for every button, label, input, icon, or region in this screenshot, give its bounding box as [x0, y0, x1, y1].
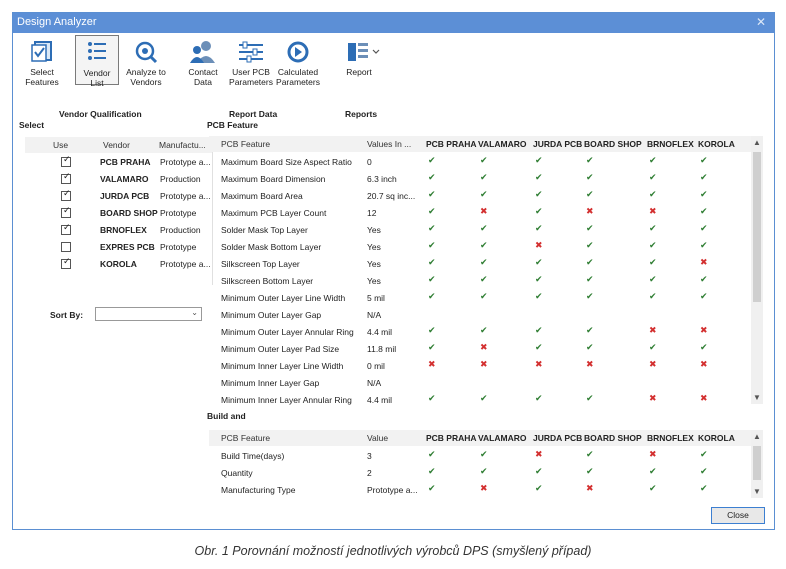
cross-icon: ✖	[586, 207, 594, 217]
cross-icon: ✖	[649, 326, 657, 336]
pcb-feature-table	[209, 136, 764, 404]
vendor-list-button[interactable]	[75, 35, 119, 88]
cross-icon: ✖	[586, 360, 594, 370]
check-icon: ✔	[428, 190, 436, 200]
group-reports: Reports	[345, 109, 378, 119]
feature-value: Yes	[367, 225, 381, 235]
contact-data-button[interactable]	[185, 39, 221, 87]
cross-icon: ✖	[535, 360, 543, 370]
check-icon: ✔	[586, 258, 594, 268]
vendor-manufacturing: Prototype	[160, 208, 197, 218]
cross-icon: ✖	[700, 394, 708, 404]
cross-icon: ✖	[649, 360, 657, 370]
feature-value: Yes	[367, 242, 381, 252]
use-checkbox[interactable]	[61, 259, 71, 269]
table-row[interactable]	[209, 255, 751, 272]
table-row[interactable]	[209, 272, 751, 289]
column-header[interactable]: PCB Feature	[221, 433, 271, 443]
group-vendor-qualification: Vendor Qualification	[59, 109, 142, 119]
table-row[interactable]	[209, 357, 751, 374]
cross-icon: ✖	[428, 360, 436, 370]
check-icon: ✔	[700, 224, 708, 234]
vendor-grid	[25, 137, 213, 285]
feature-name: Manufacturing Type	[221, 485, 296, 495]
feature-value: Yes	[367, 259, 381, 269]
feature-value: 4.4 mil	[367, 395, 393, 405]
select-features-button[interactable]	[23, 39, 61, 87]
scroll-up-icon[interactable]: ▲	[753, 432, 761, 441]
check-icon: ✔	[535, 173, 543, 183]
check-icon: ✔	[700, 450, 708, 460]
feature-value: 4.4 mil	[367, 327, 393, 337]
analyze-to-vendors-button[interactable]	[123, 39, 169, 87]
table-row[interactable]	[209, 238, 751, 255]
cross-icon: ✖	[480, 360, 488, 370]
table-row[interactable]	[209, 204, 751, 221]
pcb-feature-section-label: PCB Feature	[207, 120, 259, 130]
check-icon: ✔	[649, 190, 657, 200]
column-header[interactable]: Values In ...	[367, 139, 412, 149]
feature-name: Maximum Board Size Aspect Ratio	[221, 157, 352, 167]
check-icon: ✔	[480, 190, 488, 200]
column-header[interactable]: Value	[367, 433, 389, 443]
vendor-row[interactable]	[25, 188, 212, 205]
check-icon: ✔	[586, 173, 594, 183]
vendor-name: PCB PRAHA	[100, 157, 151, 167]
select-features-icon	[27, 39, 57, 65]
feature-name: Silkscreen Top Layer	[221, 259, 300, 269]
table-header	[209, 430, 751, 446]
check-icon: ✔	[586, 156, 594, 166]
check-icon: ✔	[428, 292, 436, 302]
check-icon: ✔	[649, 343, 657, 353]
check-icon: ✔	[535, 207, 543, 217]
check-icon: ✔	[428, 173, 436, 183]
feature-value: N/A	[367, 378, 382, 388]
feature-name: Maximum Board Area	[221, 191, 303, 201]
check-icon: ✔	[700, 173, 708, 183]
vendor-row[interactable]	[25, 171, 212, 188]
table-row[interactable]	[209, 153, 751, 170]
select-features-label: Select Features	[25, 67, 59, 87]
table-row[interactable]	[209, 391, 751, 408]
check-icon: ✔	[480, 467, 488, 477]
check-icon: ✔	[649, 292, 657, 302]
check-icon: ✔	[649, 258, 657, 268]
vendor-grid-header	[25, 137, 212, 153]
cross-icon: ✖	[480, 343, 488, 353]
feature-name: Maximum Board Dimension	[221, 174, 326, 184]
design-analyzer-window	[12, 12, 775, 530]
calculated-icon	[283, 39, 313, 65]
window-title: Design Analyzer	[17, 16, 97, 28]
check-icon: ✔	[649, 275, 657, 285]
check-icon: ✔	[586, 450, 594, 460]
cross-icon: ✖	[480, 484, 488, 494]
check-icon: ✔	[428, 224, 436, 234]
chevron-down-icon: ⌄	[191, 308, 198, 317]
vendor-name: BRNOFLEX	[100, 225, 147, 235]
check-icon: ✔	[586, 224, 594, 234]
cross-icon: ✖	[649, 207, 657, 217]
check-icon: ✔	[428, 275, 436, 285]
feature-value: N/A	[367, 310, 382, 320]
feature-value: 2	[367, 468, 372, 478]
table-row[interactable]	[209, 447, 751, 464]
table-row[interactable]	[209, 170, 751, 187]
column-header[interactable]: PCB Feature	[221, 139, 271, 149]
feature-value: 6.3 inch	[367, 174, 397, 184]
feature-value: 11.8 mil	[367, 344, 397, 354]
use-checkbox[interactable]	[61, 242, 71, 252]
cross-icon: ✖	[649, 450, 657, 460]
vendor-list-icon	[82, 40, 112, 66]
check-icon: ✔	[700, 275, 708, 285]
check-icon: ✔	[535, 156, 543, 166]
check-icon: ✔	[428, 326, 436, 336]
calculated-parameters-button[interactable]	[275, 39, 321, 87]
sort-by-select[interactable]	[95, 307, 202, 321]
table-row[interactable]	[209, 340, 751, 357]
vendor-row[interactable]	[25, 222, 212, 239]
scroll-up-icon[interactable]: ▲	[753, 138, 761, 147]
check-icon: ✔	[480, 241, 488, 251]
pcb-table-scrollbar[interactable]	[751, 136, 763, 404]
check-icon: ✔	[480, 156, 488, 166]
check-icon: ✔	[480, 258, 488, 268]
check-icon: ✔	[649, 467, 657, 477]
vendor-row[interactable]	[25, 205, 212, 222]
check-icon: ✔	[586, 343, 594, 353]
user-pcb-parameters-button[interactable]	[229, 39, 273, 87]
cross-icon: ✖	[700, 360, 708, 370]
check-icon: ✔	[586, 241, 594, 251]
feature-name: Minimum Inner Layer Annular Ring	[221, 395, 352, 405]
feature-value: Prototype a...	[367, 485, 418, 495]
check-icon: ✔	[586, 394, 594, 404]
report-icon	[344, 39, 374, 65]
col-manufacturing[interactable]: Manufactu...	[159, 140, 206, 150]
vendor-row[interactable]	[25, 154, 212, 171]
check-icon: ✔	[535, 224, 543, 234]
check-icon: ✔	[428, 450, 436, 460]
column-header[interactable]: BRNOFLEX	[647, 433, 694, 443]
cross-icon: ✖	[700, 258, 708, 268]
check-icon: ✔	[428, 156, 436, 166]
check-icon: ✔	[428, 394, 436, 404]
check-icon: ✔	[480, 326, 488, 336]
check-icon: ✔	[428, 467, 436, 477]
vendor-name: VALAMARO	[100, 174, 149, 184]
table-row[interactable]	[209, 464, 751, 481]
check-icon: ✔	[649, 224, 657, 234]
check-icon: ✔	[480, 275, 488, 285]
col-vendor[interactable]: Vendor	[103, 140, 130, 150]
vendor-row[interactable]	[25, 239, 212, 256]
column-header[interactable]: KOROLA	[698, 433, 735, 443]
feature-value: 0 mil	[367, 361, 385, 371]
check-icon: ✔	[700, 190, 708, 200]
feature-value: Yes	[367, 276, 381, 286]
vendor-manufacturing: Prototype	[160, 242, 197, 252]
check-icon: ✔	[586, 326, 594, 336]
feature-name: Quantity	[221, 468, 253, 478]
column-header[interactable]: BOARD SHOP	[584, 139, 642, 149]
check-icon: ✔	[480, 394, 488, 404]
check-icon: ✔	[428, 484, 436, 494]
check-icon: ✔	[535, 326, 543, 336]
check-icon: ✔	[428, 343, 436, 353]
column-header[interactable]: PCB PRAHA	[426, 139, 477, 149]
feature-name: Solder Mask Bottom Layer	[221, 242, 322, 252]
check-icon: ✔	[586, 467, 594, 477]
check-icon: ✔	[700, 292, 708, 302]
use-checkbox[interactable]	[61, 157, 71, 167]
table-row[interactable]	[209, 323, 751, 340]
feature-name: Minimum Inner Layer Gap	[221, 378, 320, 388]
check-icon: ✔	[535, 258, 543, 268]
feature-name: Minimum Inner Layer Line Width	[221, 361, 344, 371]
column-header[interactable]: PCB PRAHA	[426, 433, 477, 443]
col-use[interactable]: Use	[53, 140, 69, 150]
table-row[interactable]	[209, 374, 751, 391]
feature-name: Minimum Outer Layer Line Width	[221, 293, 346, 303]
feature-name: Build Time(days)	[221, 451, 285, 461]
calculated-label: Calculated Parameters	[276, 67, 320, 87]
check-icon: ✔	[700, 343, 708, 353]
user-pcb-parameters-label: User PCB Parameters	[229, 67, 273, 87]
table-row[interactable]	[209, 289, 751, 306]
use-checkbox[interactable]	[61, 225, 71, 235]
table-row[interactable]	[209, 221, 751, 238]
feature-value: 20.7 sq inc...	[367, 191, 416, 201]
report-button[interactable]	[337, 39, 381, 77]
contact-label: Contact Data	[188, 67, 218, 87]
check-icon: ✔	[586, 275, 594, 285]
table-header	[209, 136, 751, 152]
cross-icon: ✖	[700, 326, 708, 336]
feature-name: Minimum Outer Layer Annular Ring	[221, 327, 354, 337]
check-icon: ✔	[480, 173, 488, 183]
check-icon: ✔	[586, 190, 594, 200]
close-button[interactable]: Close	[711, 507, 765, 524]
column-header[interactable]: VALAMARO	[478, 139, 527, 149]
check-icon: ✔	[700, 241, 708, 251]
cross-icon: ✖	[480, 207, 488, 217]
scroll-thumb[interactable]	[753, 152, 761, 302]
feature-value: 12	[367, 208, 377, 218]
cross-icon: ✖	[586, 484, 594, 494]
table-row[interactable]	[209, 481, 751, 498]
column-header[interactable]: JURDA PCB	[533, 139, 583, 149]
vendor-manufacturing: Production	[160, 174, 201, 184]
check-icon: ✔	[428, 241, 436, 251]
check-icon: ✔	[535, 275, 543, 285]
vendor-name: JURDA PCB	[100, 191, 150, 201]
check-icon: ✔	[700, 484, 708, 494]
parameters-icon	[236, 39, 266, 65]
ribbon	[13, 33, 774, 121]
scroll-down-icon[interactable]: ▼	[753, 393, 761, 402]
title-bar	[13, 13, 774, 33]
table-row[interactable]	[209, 187, 751, 204]
check-icon: ✔	[535, 484, 543, 494]
group-report-data: Report Data	[229, 109, 278, 119]
analyze-label: Analyze to Vendors	[126, 67, 166, 87]
vendor-manufacturing: Prototype a...	[160, 157, 211, 167]
feature-value: 3	[367, 451, 372, 461]
sort-by-label: Sort By:	[50, 310, 84, 320]
check-icon: ✔	[649, 241, 657, 251]
check-icon: ✔	[535, 467, 543, 477]
feature-value: 5 mil	[367, 293, 385, 303]
window-close-icon[interactable]: ✕	[755, 15, 766, 29]
check-icon: ✔	[649, 484, 657, 494]
use-checkbox[interactable]	[61, 174, 71, 184]
check-icon: ✔	[480, 292, 488, 302]
scroll-thumb[interactable]	[753, 446, 761, 480]
column-header[interactable]: BOARD SHOP	[584, 433, 642, 443]
check-icon: ✔	[480, 450, 488, 460]
check-icon: ✔	[428, 258, 436, 268]
vendor-list-label: Vendor List	[83, 68, 111, 88]
check-icon: ✔	[700, 207, 708, 217]
vendor-name: EXPRES PCB	[100, 242, 155, 252]
feature-name: Silkscreen Bottom Layer	[221, 276, 314, 286]
check-icon: ✔	[535, 394, 543, 404]
report-label: Report	[346, 67, 372, 77]
vendor-name: BOARD SHOP	[100, 208, 158, 218]
column-header[interactable]: KOROLA	[698, 139, 735, 149]
vendor-manufacturing: Production	[160, 225, 201, 235]
feature-name: Minimum Outer Layer Pad Size	[221, 344, 340, 354]
check-icon: ✔	[700, 467, 708, 477]
feature-name: Maximum PCB Layer Count	[221, 208, 327, 218]
column-header[interactable]: VALAMARO	[478, 433, 527, 443]
build-and-table	[209, 430, 764, 500]
check-icon: ✔	[649, 173, 657, 183]
cross-icon: ✖	[535, 241, 543, 251]
check-icon: ✔	[480, 224, 488, 234]
check-icon: ✔	[535, 292, 543, 302]
select-section-label: Select	[19, 120, 45, 130]
column-header[interactable]: JURDA PCB	[533, 433, 583, 443]
build-and-section-label: Build and	[207, 411, 246, 421]
feature-name: Solder Mask Top Layer	[221, 225, 308, 235]
analyze-icon	[131, 39, 161, 65]
use-checkbox[interactable]	[61, 191, 71, 201]
scroll-down-icon[interactable]: ▼	[753, 487, 761, 496]
check-icon: ✔	[700, 156, 708, 166]
column-header[interactable]: BRNOFLEX	[647, 139, 694, 149]
vendor-name: KOROLA	[100, 259, 137, 269]
vendor-manufacturing: Prototype a...	[160, 191, 211, 201]
contact-icon	[188, 39, 218, 65]
use-checkbox[interactable]	[61, 208, 71, 218]
figure-caption: Obr. 1 Porovnání možností jednotlivých výrobců DPS (smyšlený případ)	[194, 544, 592, 558]
vendor-row[interactable]	[25, 256, 212, 273]
check-icon: ✔	[649, 156, 657, 166]
cross-icon: ✖	[649, 394, 657, 404]
cross-icon: ✖	[535, 450, 543, 460]
build-table-scrollbar[interactable]	[751, 430, 763, 498]
feature-name: Minimum Outer Layer Gap	[221, 310, 322, 320]
check-icon: ✔	[535, 343, 543, 353]
check-icon: ✔	[586, 292, 594, 302]
vendor-manufacturing: Prototype a...	[160, 259, 211, 269]
check-icon: ✔	[428, 207, 436, 217]
table-row[interactable]	[209, 306, 751, 323]
check-icon: ✔	[535, 190, 543, 200]
feature-value: 0	[367, 157, 372, 167]
